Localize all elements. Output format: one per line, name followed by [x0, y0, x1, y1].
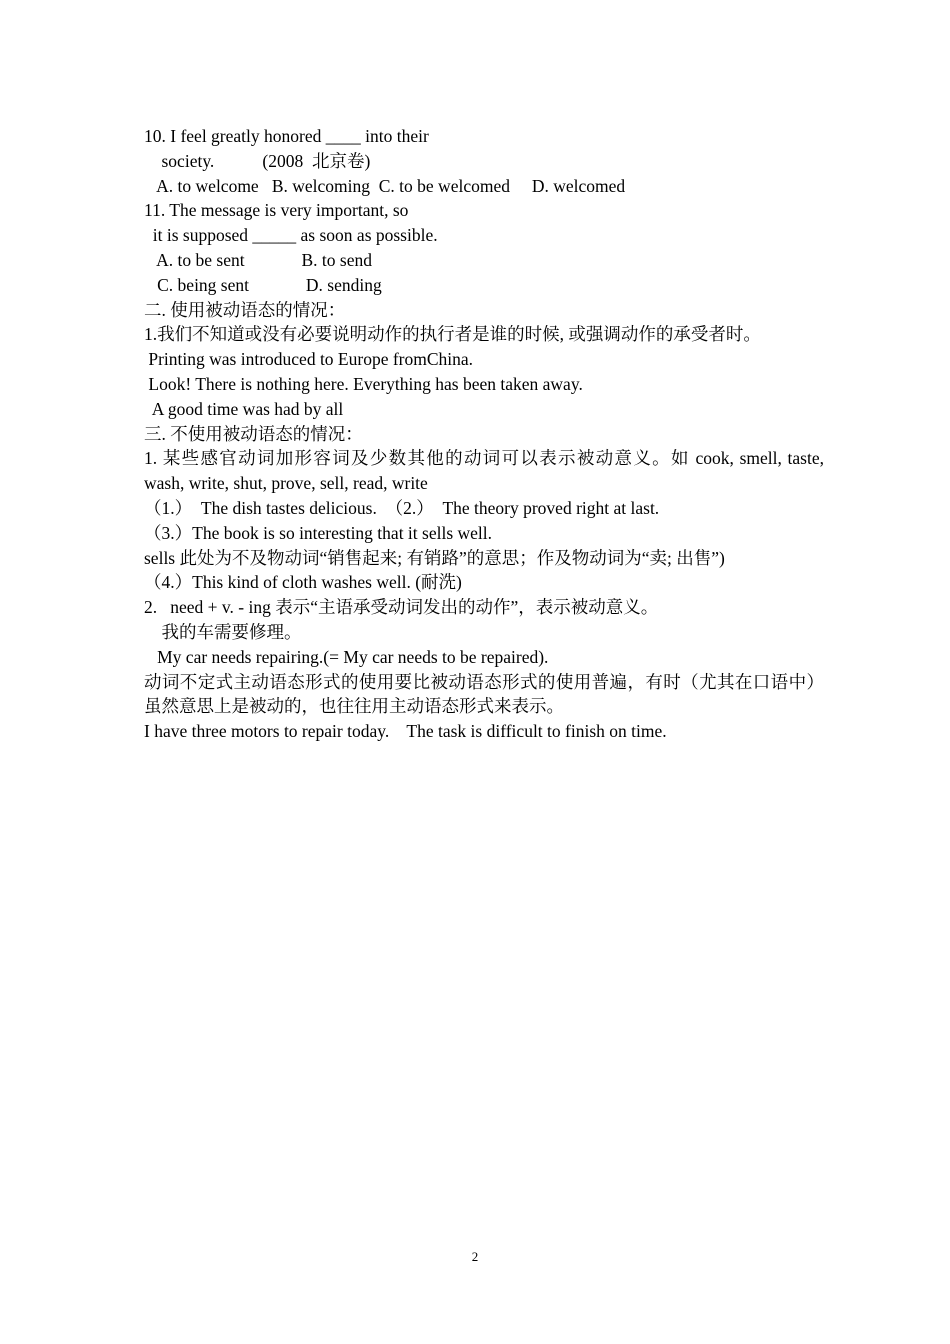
page-number: 2	[471, 1249, 479, 1264]
example-1-2: （1.） The dish tastes delicious. （2.） The theory proved right at last.	[144, 497, 660, 518]
sells-note: sells 此处为不及物动词“销售起来; 有销路”的意思；作及物动词为“卖; 出售”)	[144, 547, 725, 568]
section-3-rule-1: 1. 某些感官动词加形容词及少数其他的动词可以表示被动意义。如 cook, smell, taste, wash, write, shut, prove, sell, read, write	[144, 448, 824, 494]
infinitive-note: 动词不定式主动语态形式的使用要比被动语态形式的使用普遍，有时（尤其在口语中）虽然意思上是被动的，也往往用主动语态形式来表示。	[144, 671, 824, 717]
example-sentence: Printing was introduced to Europe fromChina.	[144, 349, 474, 370]
question-10-options: A. to welcome B. welcoming C. to be welcomed D. welcomed	[144, 175, 626, 196]
question-10-stem: 10. I feel greatly honored ____ into their	[144, 126, 429, 146]
section-2-heading: 二. 使用被动语态的情况：	[144, 299, 346, 320]
question-11-stem: 11. The message is very important, so	[144, 200, 409, 221]
question-11-options-cd: C. being sent D. sending	[144, 274, 382, 295]
question-11-options-ab: A. to be sent B. to send	[144, 249, 372, 270]
example-sentence: Look! There is nothing here. Everything has been taken away.	[144, 373, 583, 394]
section-2-rule-1: 1.我们不知道或没有必要说明动作的执行者是谁的时候, 或强调动作的承受者时。	[144, 324, 761, 345]
example-4: （4.）This kind of cloth washes well. (耐洗)	[144, 572, 462, 593]
english-example: My car needs repairing.(= My car needs to be repaired).	[144, 646, 549, 667]
example-3: （3.）The book is so interesting that it sells well.	[144, 522, 493, 543]
section-3-rule-2: 2. need + v. - ing 表示“主语承受动词发出的动作”，表示被动意义。	[144, 597, 659, 618]
question-11-stem-cont: it is supposed _____ as soon as possible.	[144, 225, 438, 246]
question-10-stem-cont: society. (2008 北京卷)	[144, 150, 371, 171]
chinese-example: 我的车需要修理。	[144, 621, 302, 642]
infinitive-examples: I have three motors to repair today. The task is difficult to finish on time.	[144, 721, 667, 742]
page-body	[144, 124, 824, 744]
section-3-heading: 三. 不使用被动语态的情况：	[144, 423, 363, 444]
example-sentence: A good time was had by all	[144, 398, 344, 419]
